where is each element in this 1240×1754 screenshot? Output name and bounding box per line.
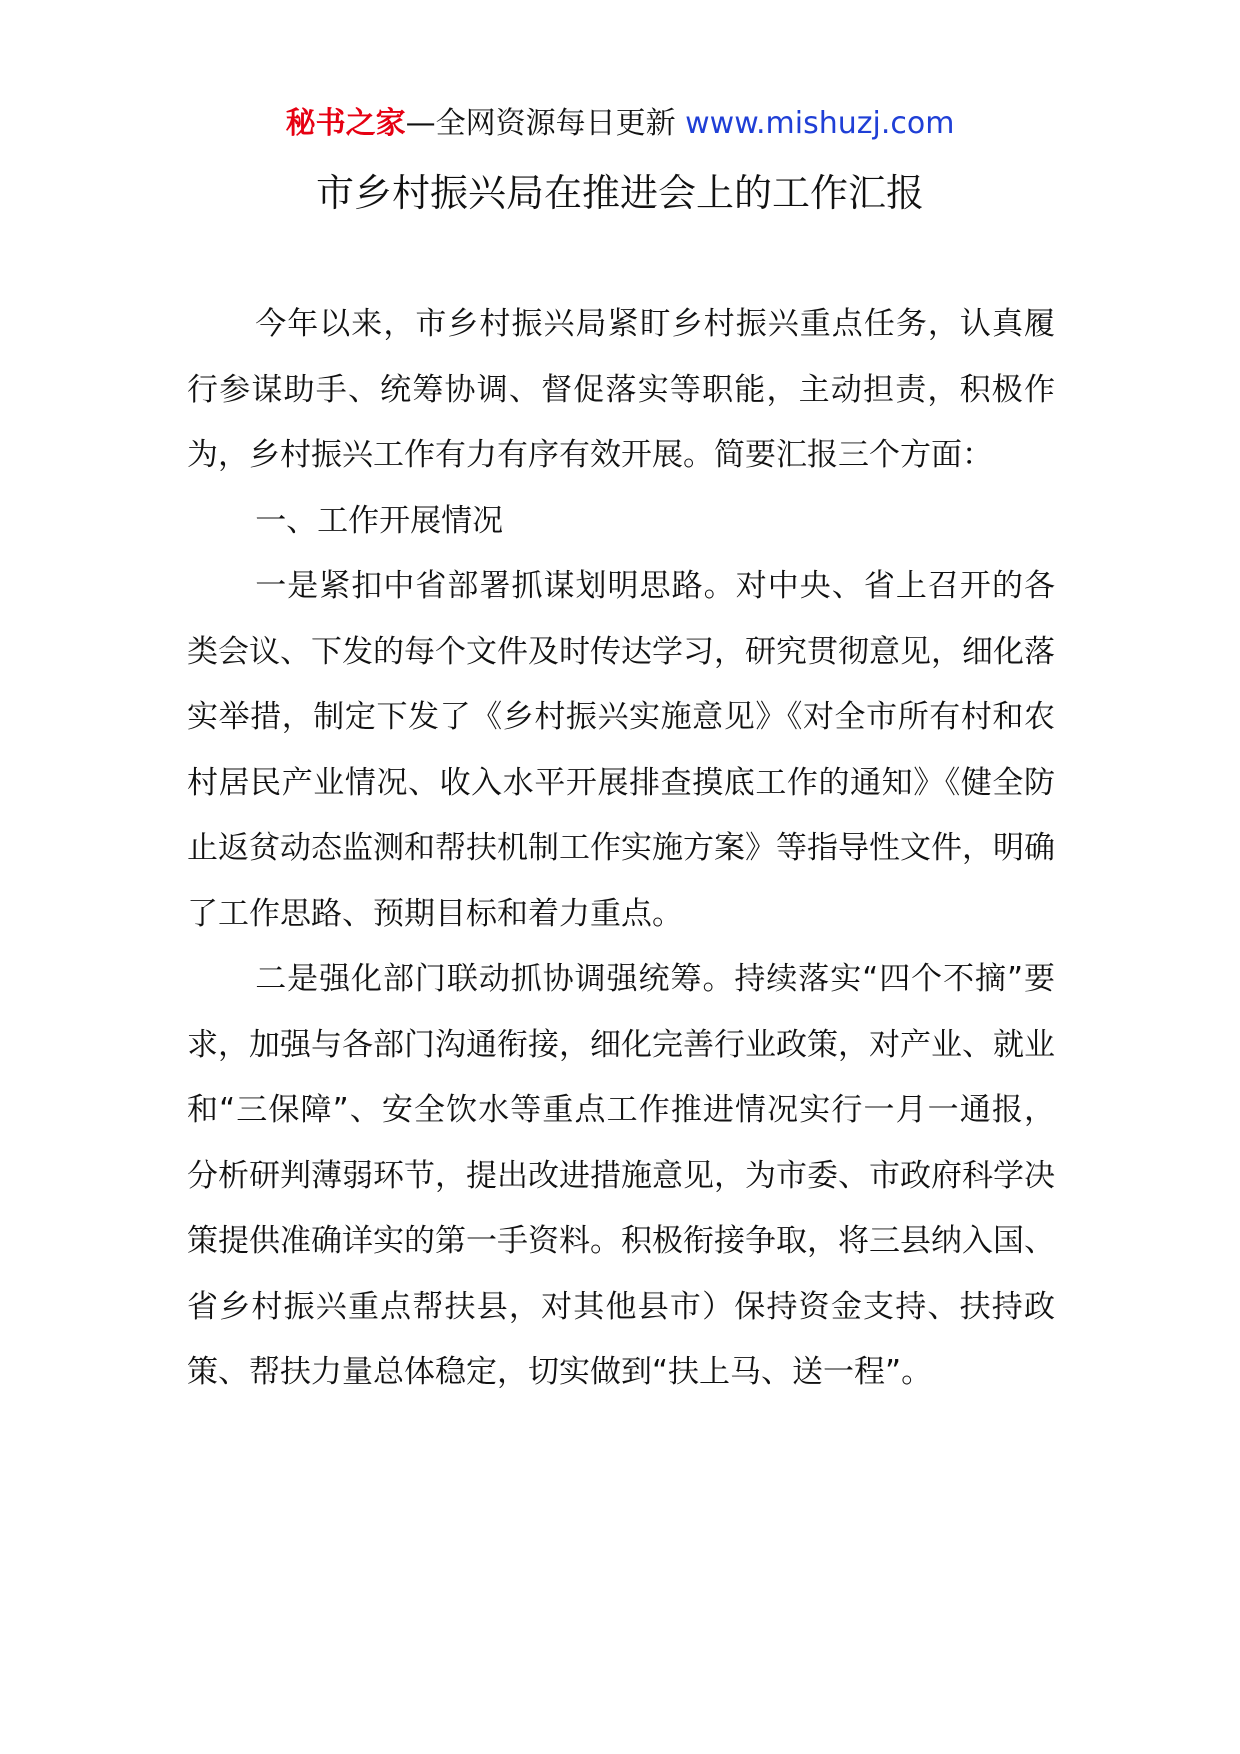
document-body: [187, 292, 1055, 1406]
section-heading: 一、工作开展情况: [255, 502, 504, 539]
paragraph-point-one: 一是紧扣中省部署抓谋划明思路。对中央、省上召开的各类会议、下发的每个文件及时传达学习，研究贯彻意见，细化落实举措，制定下发了《乡村振兴实施意见》《对全市所有村和农村居民产业情况、收入水平开展排查摸底工作的通知》《健全防止返贫动态监测和帮扶机制工作实施方案》等指导性文件，明确了工作思路、预期目标和着力重点。: [187, 568, 1055, 932]
brand-name: 秘书之家: [285, 106, 406, 141]
paragraph-intro: 今年以来，市乡村振兴局紧盯乡村振兴重点任务，认真履行参谋助手、统筹协调、督促落实等职能，主动担责，积极作为，乡村振兴工作有力有序有效开展。简要汇报三个方面：: [187, 306, 1055, 473]
header-slogan: —全网资源每日更新: [405, 106, 676, 141]
watermark-header: [0, 100, 1240, 148]
document-title: 市乡村振兴局在推进会上的工作汇报: [315, 171, 924, 215]
website-url[interactable]: www.mishuzj.com: [685, 106, 955, 141]
paragraph-point-two: 二是强化部门联动抓协调强统筹。持续落实“四个不摘”要求，加强与各部门沟通衔接，细化完善行业政策，对产业、就业和“三保障”、安全饮水等重点工作推进情况实行一月一通报，分析研判薄弱环节，提出改进措施意见，为市委、市政府科学决策提供准确详实的第一手资料。积极衔接争取，将三县纳入国、省乡村振兴重点帮扶县，对其他县市）保持资金支持、扶持政策、帮扶力量总体稳定，切实做到“扶上马、送一程”。: [187, 961, 1055, 1390]
